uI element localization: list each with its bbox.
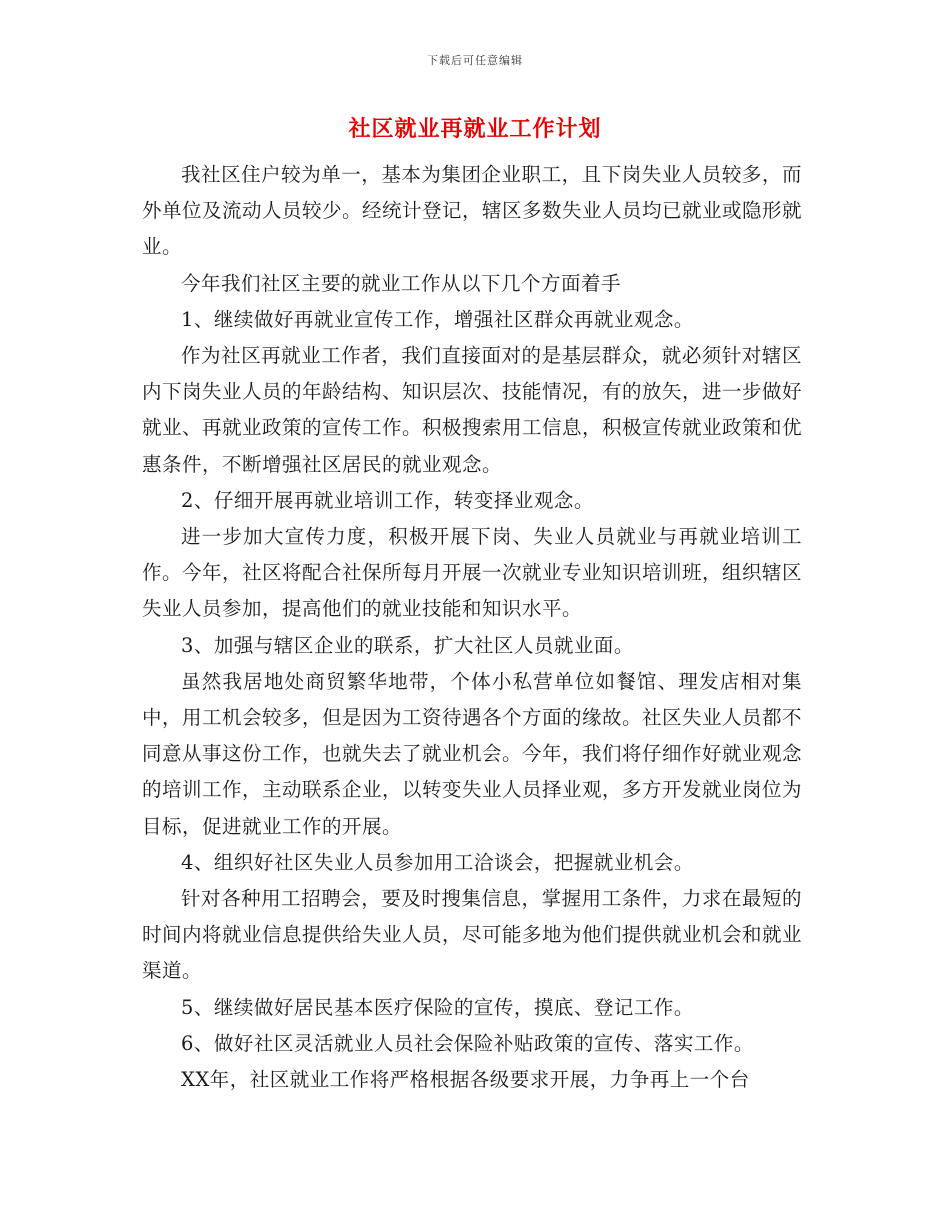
paragraph: 虽然我居地处商贸繁华地带，个体小私营单位如餐馆、理发店相对集中，用工机会较多，但是因为工资待遇各个方面的缘故。社区失业人员都不同意从事这份工作，也就失去了就业机会。今年，我们将仔细作好就业观念的培训工作，主动联系企业，以转变失业人员择业观，多方开发就业岗位为目标，促进就业工作的开展。 — [142, 669, 803, 838]
paragraph: 6、做好社区灵活就业人员社会保险补贴政策的宣传、落实工作。 — [181, 1031, 754, 1055]
paragraph: 作为社区再就业工作者，我们直接面对的是基层群众，就必须针对辖区内下岗失业人员的年龄结构、知识层次、技能情况，有的放矢，进一步做好就业、再就业政策的宣传工作。积极搜索用工信息，积极宣传就业政策和优惠条件，不断增强社区居民的就业观念。 — [142, 344, 803, 476]
paragraph: 4、组织好社区失业人员参加用工洽谈会，把握就业机会。 — [181, 850, 694, 874]
paragraph: XX年，社区就业工作将严格根据各级要求开展，力争再上一个台 — [181, 1068, 750, 1092]
paragraph: 进一步加大宣传力度，积极开展下岗、失业人员就业与再就业培训工作。今年，社区将配合社保所每月开展一次就业专业知识培训班，组织辖区失业人员参加，提高他们的就业技能和知识水平。 — [142, 525, 803, 621]
document-body — [142, 157, 802, 1098]
paragraph: 我社区住户较为单一，基本为集团企业职工，且下岗失业人员较多，而外单位及流动人员较少。经统计登记，辖区多数失业人员均已就业或隐形就业。 — [142, 163, 803, 259]
header-note: 下载后可任意编辑 — [427, 54, 523, 67]
paragraph: 2、仔细开展再就业培训工作，转变择业观念。 — [181, 488, 594, 512]
document-title: 社区就业再就业工作计划 — [348, 116, 602, 142]
paragraph: 针对各种用工招聘会，要及时搜集信息，掌握用工条件，力求在最短的时间内将就业信息提供给失业人员，尽可能多地为他们提供就业机会和就业渠道。 — [142, 887, 803, 983]
paragraph: 3、加强与辖区企业的联系，扩大社区人员就业面。 — [181, 633, 634, 657]
paragraph: 1、继续做好再就业宣传工作，增强社区群众再就业观念。 — [181, 307, 694, 331]
paragraph: 5、继续做好居民基本医疗保险的宣传，摸底、登记工作。 — [181, 995, 694, 1019]
paragraph: 今年我们社区主要的就业工作从以下几个方面着手 — [181, 271, 622, 295]
